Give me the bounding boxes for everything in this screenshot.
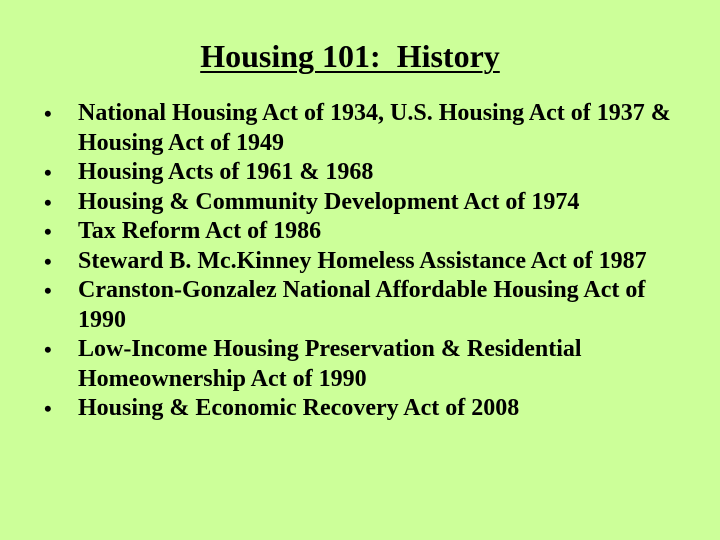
bullet-text: National Housing Act of 1934, U.S. Housing Act of 1937 & Housing Act of 1949	[78, 100, 671, 156]
bullet-item-1974	[44, 188, 684, 218]
bullet-icon: •	[44, 101, 52, 126]
bullet-text: Housing & Economic Recovery Act of 2008	[78, 395, 520, 421]
bullet-item-1987	[44, 247, 684, 277]
bullet-text: Low-Income Housing Preservation & Residential Homeownership Act of 1990	[78, 336, 582, 392]
bullet-text: Housing Acts of 1961 & 1968	[78, 159, 374, 185]
bullet-icon: •	[44, 396, 52, 421]
bullet-icon: •	[44, 160, 52, 185]
bullet-icon: •	[44, 189, 52, 215]
bullet-text: Housing & Community Development Act of 1974	[78, 188, 580, 215]
bullet-icon: •	[44, 248, 52, 274]
slide-title: Housing 101: History	[200, 38, 500, 74]
bullet-icon: •	[44, 278, 52, 303]
bullet-item-2008	[44, 394, 684, 424]
bullet-icon: •	[44, 337, 52, 362]
bullet-text: Cranston-Gonzalez National Affordable Housing Act of 1990	[78, 277, 646, 333]
bullet-item-1986	[44, 217, 684, 247]
bullet-list	[44, 99, 684, 424]
bullet-item-1990-affordable	[44, 276, 684, 335]
bullet-text: Steward B. Mc.Kinney Homeless Assistance Act of 1987	[78, 247, 647, 274]
bullet-item-1961-1968	[44, 158, 684, 188]
bullet-item-1934-1937-1949	[44, 99, 684, 158]
bullet-item-1990-preservation	[44, 335, 684, 394]
bullet-text: Tax Reform Act of 1986	[78, 218, 322, 244]
bullet-icon: •	[44, 219, 52, 244]
